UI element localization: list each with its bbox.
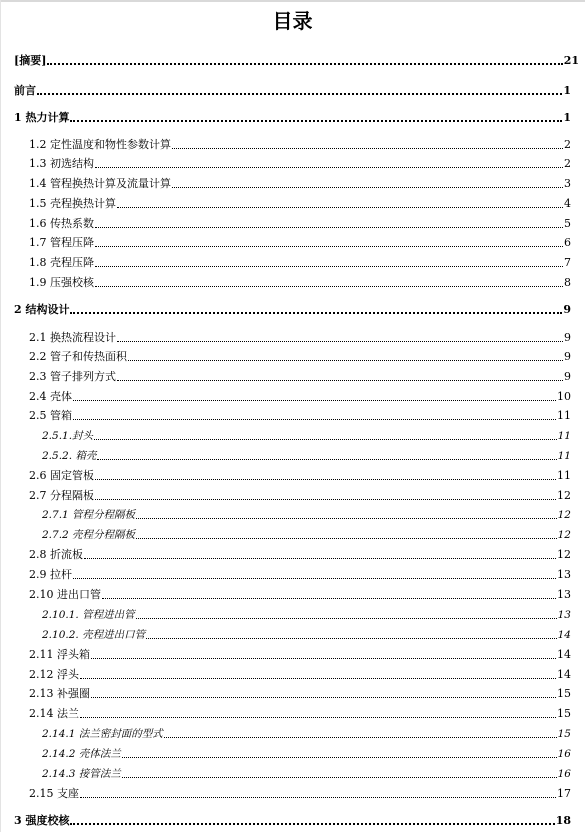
toc-dot-leader <box>70 120 562 122</box>
toc-entry-page-number: 10 <box>557 390 571 403</box>
toc-entry-title: 2.7 分程隔板 <box>29 489 94 502</box>
toc-dot-leader <box>117 207 563 208</box>
toc-entry-page-number: 21 <box>563 54 579 67</box>
toc-dot-leader <box>164 737 557 738</box>
toc-dot-leader <box>73 578 556 579</box>
toc-dot-leader <box>136 538 557 539</box>
toc-entry[interactable] <box>29 783 571 801</box>
toc-entry-page-number: 11 <box>557 469 571 482</box>
toc-entry-title: 2.11 浮头箱 <box>29 648 90 661</box>
toc-dot-leader <box>95 227 563 228</box>
toc-dot-leader <box>146 638 557 639</box>
toc-entry[interactable] <box>29 193 571 211</box>
toc-dot-leader <box>172 187 563 188</box>
toc-dot-leader <box>97 459 556 460</box>
toc-entry-title: 1.7 管程压降 <box>29 236 94 249</box>
toc-entry-page-number: 11 <box>557 409 571 422</box>
toc-dot-leader <box>80 678 556 679</box>
toc-dot-leader <box>70 312 562 314</box>
toc-entry-title: 2.9 拉杆 <box>29 568 72 581</box>
toc-entry-page-number: 17 <box>557 787 571 800</box>
toc-entry-page-number: 16 <box>557 748 571 760</box>
toc-entry[interactable] <box>29 644 571 662</box>
toc-entry-page-number: 2 <box>564 138 571 151</box>
toc-entry-title: 2.14 法兰 <box>29 707 79 720</box>
toc-entry[interactable] <box>29 564 571 582</box>
toc-entry[interactable] <box>42 425 571 443</box>
toc-entry-page-number: 14 <box>557 668 571 681</box>
toc-entry[interactable] <box>29 683 571 701</box>
toc-dot-leader <box>95 266 563 267</box>
toc-dot-leader <box>172 148 563 149</box>
toc-dot-leader <box>84 558 556 559</box>
toc-entry[interactable] <box>29 134 571 152</box>
toc-dot-leader <box>136 518 557 519</box>
toc-entry-title: 2.14.2 壳体法兰 <box>42 748 121 760</box>
toc-dot-leader <box>70 823 554 825</box>
toc-entry-title: 1.4 管程换热计算及流量计算 <box>29 177 171 190</box>
toc-entry[interactable] <box>42 604 571 622</box>
toc-entry-title: 1.2 定性温度和物性参数计算 <box>29 138 171 151</box>
toc-dot-leader <box>80 717 556 718</box>
toc-entry-page-number: 12 <box>557 509 571 521</box>
toc-entry-page-number: 2 <box>564 157 571 170</box>
toc-dot-leader <box>91 658 556 659</box>
toc-entry-page-number: 12 <box>557 489 571 502</box>
toc-entry[interactable] <box>42 445 571 463</box>
toc-entry[interactable] <box>42 723 571 741</box>
toc-entry-title: 1.8 壳程压降 <box>29 256 94 269</box>
toc-entry-page-number: 1 <box>563 111 571 124</box>
toc-dot-leader <box>95 246 563 247</box>
toc-entry-title: 3 强度校核 <box>14 814 70 827</box>
toc-entry[interactable] <box>29 703 571 721</box>
toc-entry-title: 2.13 补强圈 <box>29 687 90 700</box>
toc-entry[interactable] <box>29 252 571 270</box>
toc-entry-title: 2.3 管子排列方式 <box>29 370 116 383</box>
toc-entry-page-number: 14 <box>557 629 571 641</box>
toc-dot-leader <box>80 797 556 798</box>
toc-entry[interactable] <box>42 624 571 642</box>
toc-entry-page-number: 15 <box>557 728 571 740</box>
toc-dot-leader <box>95 286 563 287</box>
toc-entry-title: 2.10 进出口管 <box>29 588 101 601</box>
toc-dot-leader <box>91 697 556 698</box>
toc-entry-page-number: 8 <box>564 276 571 289</box>
toc-entry-page-number: 12 <box>557 548 571 561</box>
toc-dot-leader <box>117 380 563 381</box>
toc-entry[interactable] <box>29 327 571 345</box>
toc-entry-page-number: 9 <box>564 370 571 383</box>
toc-entry-page-number: 13 <box>557 568 571 581</box>
toc-entry-title: 前言 <box>14 84 36 97</box>
toc-entry-title: 2.10.1. 管程进出管 <box>42 609 135 621</box>
toc-entry-title: 2.5 管箱 <box>29 409 72 422</box>
toc-entry-page-number: 9 <box>564 350 571 363</box>
toc-entry[interactable] <box>14 299 571 317</box>
toc-entry-page-number: 11 <box>557 430 571 442</box>
toc-entry[interactable] <box>29 232 571 250</box>
toc-entry-title: 2.7.1 管程分程隔板 <box>42 509 136 521</box>
toc-entry-title: 2.1 换热流程设计 <box>29 331 116 344</box>
toc-entry-title: 2.10.2. 壳程进出口管 <box>42 629 146 641</box>
toc-entry-title: 1.9 压强校核 <box>29 276 94 289</box>
toc-entry[interactable] <box>29 346 571 364</box>
toc-entry-page-number: 3 <box>564 177 571 190</box>
toc-entry-title: 1 热力计算 <box>14 111 70 124</box>
toc-entry-page-number: 1 <box>563 84 571 97</box>
toc-dot-leader <box>117 341 563 342</box>
toc-entry[interactable] <box>29 584 571 602</box>
toc-entry-page-number: 9 <box>563 303 571 316</box>
toc-entry-title: 2.14.3 接管法兰 <box>42 768 121 780</box>
toc-entry-page-number: 9 <box>564 331 571 344</box>
toc-entry-title: 2.12 浮头 <box>29 668 79 681</box>
toc-dot-leader <box>122 757 557 758</box>
toc-entry-page-number: 16 <box>557 768 571 780</box>
toc-dot-leader <box>95 499 556 500</box>
toc-dot-leader <box>73 419 556 420</box>
toc-entry-page-number: 15 <box>557 687 571 700</box>
toc-entry-title: 2.4 壳体 <box>29 390 72 403</box>
toc-entry-title: 1.5 壳程换热计算 <box>29 197 116 210</box>
toc-entry[interactable] <box>14 810 571 828</box>
toc-entry[interactable] <box>29 465 571 483</box>
toc-entry[interactable] <box>29 485 571 503</box>
toc-entry-title: 2.7.2 壳程分程隔板 <box>42 529 136 541</box>
toc-entry[interactable] <box>29 173 571 191</box>
toc-dot-leader <box>95 479 556 480</box>
toc-entry[interactable] <box>29 366 571 384</box>
toc-entry-page-number: 15 <box>557 707 571 720</box>
page-title: 目录 <box>272 9 313 33</box>
toc-entry-title: 2.8 折流板 <box>29 548 83 561</box>
toc-entry-page-number: 4 <box>564 197 571 210</box>
toc-entry[interactable] <box>42 763 571 781</box>
toc-dot-leader <box>37 93 562 95</box>
toc-dot-leader <box>94 439 557 440</box>
toc-dot-leader <box>136 618 557 619</box>
toc-entry-title: 2 结构设计 <box>14 303 70 316</box>
toc-entry-title: 2.5.2. 箱壳 <box>42 450 97 462</box>
toc-entry-page-number: 6 <box>564 236 571 249</box>
toc-entry[interactable] <box>29 213 571 231</box>
toc-entry[interactable] <box>14 107 571 125</box>
toc-dot-leader <box>73 400 556 401</box>
toc-entry-title: 2.5.1.封头 <box>42 430 94 442</box>
toc-entry[interactable] <box>29 386 571 404</box>
toc-entry[interactable] <box>29 664 571 682</box>
toc-dot-leader <box>47 63 562 65</box>
toc-entry[interactable] <box>42 743 571 761</box>
toc-entry-title: 2.14.1 法兰密封面的型式 <box>42 728 163 740</box>
toc-entry-page-number: 13 <box>557 588 571 601</box>
toc-entry[interactable] <box>14 80 571 98</box>
toc-entry[interactable] <box>29 272 571 290</box>
toc-entry-title: 1.3 初选结构 <box>29 157 94 170</box>
toc-entry-page-number: 5 <box>564 217 571 230</box>
toc-entry-page-number: 12 <box>557 529 571 541</box>
toc-entry[interactable] <box>29 153 571 171</box>
toc-entry-page-number: 11 <box>557 450 571 462</box>
toc-dot-leader <box>128 360 563 361</box>
toc-entry-title: 2.15 支座 <box>29 787 79 800</box>
toc-entry-title: 1.6 传热系数 <box>29 217 94 230</box>
toc-entry[interactable] <box>29 544 571 562</box>
toc-entry[interactable] <box>42 504 571 522</box>
toc-entry-page-number: 7 <box>564 256 571 269</box>
toc-dot-leader <box>122 777 557 778</box>
toc-entry-title: 2.6 固定管板 <box>29 469 94 482</box>
toc-dot-leader <box>95 167 563 168</box>
toc-entry-title: 2.2 管子和传热面积 <box>29 350 127 363</box>
toc-entry-page-number: 18 <box>555 814 571 827</box>
toc-entry-page-number: 13 <box>557 609 571 621</box>
toc-entry[interactable] <box>14 50 579 68</box>
toc-entry[interactable] <box>42 524 571 542</box>
toc-dot-leader <box>102 598 556 599</box>
toc-entry[interactable] <box>29 405 571 423</box>
toc-entry-title: [摘要] <box>14 54 47 67</box>
toc-entry-page-number: 14 <box>557 648 571 661</box>
